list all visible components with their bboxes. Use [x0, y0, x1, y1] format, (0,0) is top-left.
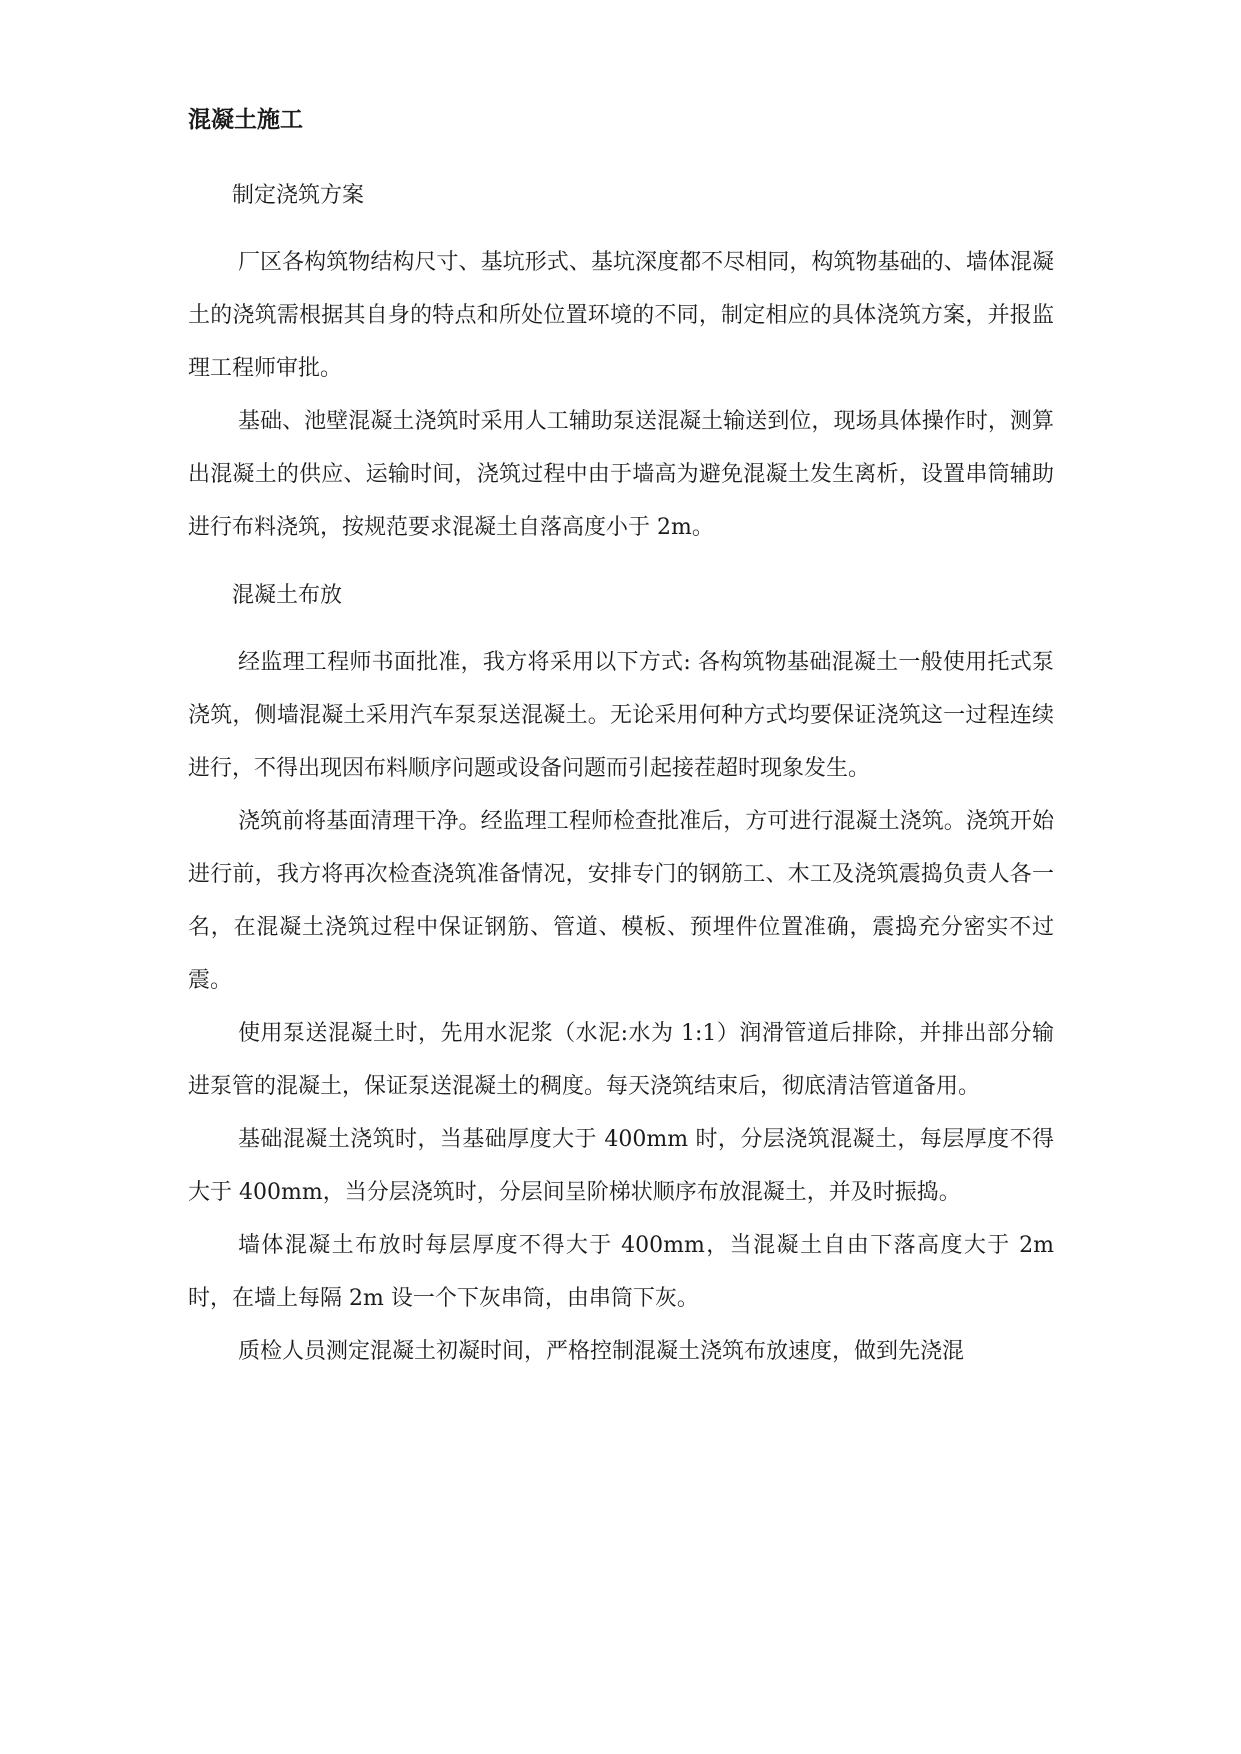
- paragraph: 墙体混凝土布放时每层厚度不得大于 400mm，当混凝土自由下落高度大于 2m 时，在墙上每隔 2m 设一个下灰串筒，由串筒下灰。: [188, 1233, 1054, 1311]
- paragraph: 厂区各构筑物结构尺寸、基坑形式、基坑深度都不尽相同，构筑物基础的、墙体混凝土的浇筑需根据其自身的特点和所处位置环境的不同，制定相应的具体浇筑方案，并报监理工程师审批。: [188, 250, 1054, 381]
- section-heading-concrete-placement: 混凝土布放: [232, 583, 343, 608]
- paragraph: 基础、池壁混凝土浇筑时采用人工辅助泵送混凝土输送到位，现场具体操作时，测算出混凝土的供应、运输时间，浇筑过程中由于墙高为避免混凝土发生离析，设置串筒辅助进行布料浇筑，按规范要求混凝土自落高度小于 2m。: [188, 409, 1054, 540]
- document-body: [188, 102, 1054, 1378]
- paragraph: 质检人员测定混凝土初凝时间，严格控制混凝土浇筑布放速度，做到先浇混: [238, 1339, 965, 1364]
- paragraph: 使用泵送混凝土时，先用水泥浆（水泥:水为 1:1）润滑管道后排除，并排出部分输进泵管的混凝土，保证泵送混凝土的稠度。每天浇筑结束后，彻底清洁管道备用。: [188, 1021, 1054, 1099]
- section-heading-pouring-plan: 制定浇筑方案: [232, 183, 365, 208]
- paragraph: 浇筑前将基面清理干净。经监理工程师检查批准后，方可进行混凝土浇筑。浇筑开始进行前，我方将再次检查浇筑准备情况，安排专门的钢筋工、木工及浇筑震捣负责人各一名，在混凝土浇筑过程中保证钢筋、管道、模板、预埋件位置准确，震捣充分密实不过震。: [188, 809, 1054, 993]
- document-title: 混凝土施工: [188, 106, 303, 133]
- paragraph: 经监理工程师书面批准，我方将采用以下方式: 各构筑物基础混凝土一般使用托式泵浇筑，侧墙混凝土采用汽车泵泵送混凝土。无论采用何种方式均要保证浇筑这一过程连续进行，不得出现因布料顺序问题或设备问题而引起接茬超时现象发生。: [188, 650, 1054, 781]
- paragraph: 基础混凝土浇筑时，当基础厚度大于 400mm 时，分层浇筑混凝土，每层厚度不得大于 400mm，当分层浇筑时，分层间呈阶梯状顺序布放混凝土，并及时振捣。: [188, 1127, 1054, 1205]
